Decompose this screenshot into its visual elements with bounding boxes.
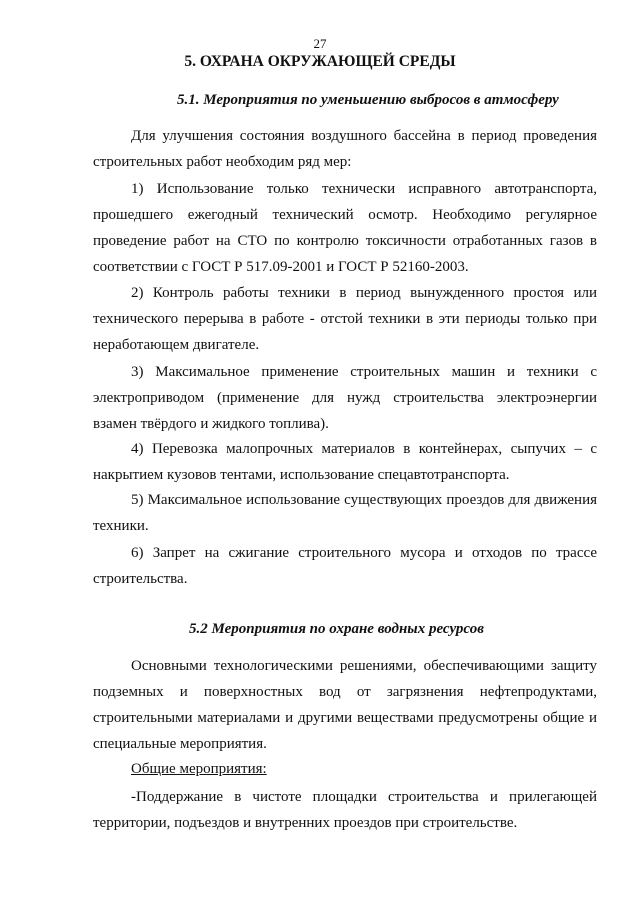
- section-title-5-1: 5.1. Мероприятия по уменьшению выбросов в атмосферу: [177, 92, 559, 108]
- measure-item-1: 1) Использование только технически исправного автотранспорта, прошедшего ежегодный технический осмотр. Необходимо регулярное проведение работ на СТО по контролю токсичности отработанных газов в соответствии с ГОСТ Р 517.09-2001 и ГОСТ Р 52160-2003.: [93, 181, 597, 275]
- measure-item-3: 3) Максимальное применение строительных машин и техники с электроприводом (применение для нужд строительства электроэнергии взамен твёрдого и жидкого топлива).: [93, 364, 597, 432]
- measure-item-2: 2) Контроль работы техники в период вынужденного простоя или технического перерыва в работе - отстой техники в эти периоды только при неработающем двигателе.: [93, 285, 597, 353]
- general-measures-heading-text: Общие мероприятия:: [131, 761, 267, 777]
- measure-item-5: 5) Максимальное использование существующих проездов для движения техники.: [93, 492, 597, 534]
- section-title-5-2: 5.2 Мероприятия по охране водных ресурсов: [189, 621, 484, 637]
- chapter-title: 5. ОХРАНА ОКРУЖАЮЩЕЙ СРЕДЫ: [184, 53, 456, 70]
- measure-item-4: 4) Перевозка малопрочных материалов в контейнерах, сыпучих – с накрытием кузовов тентами, использование спецавтотранспорта.: [93, 441, 597, 483]
- section-5-1-intro: Для улучшения состояния воздушного бассейна в период проведения строительных работ необходим ряд мер:: [93, 128, 597, 170]
- section-5-2-intro: Основными технологическими решениями, обеспечивающими защиту подземных и поверхностных вод от загрязнения нефтепродуктами, строительными материалами и другими веществами предусмотрены общие и специальные мероприятия.: [93, 658, 597, 752]
- general-measures-heading: [93, 756, 597, 782]
- page-number: 27: [313, 36, 327, 51]
- measure-item-6: 6) Запрет на сжигание строительного мусора и отходов по трассе строительства.: [93, 545, 597, 587]
- general-measure-item-1: -Поддержание в чистоте площадки строительства и прилегающей территории, подъездов и внутренних проездов при строительстве.: [93, 789, 597, 831]
